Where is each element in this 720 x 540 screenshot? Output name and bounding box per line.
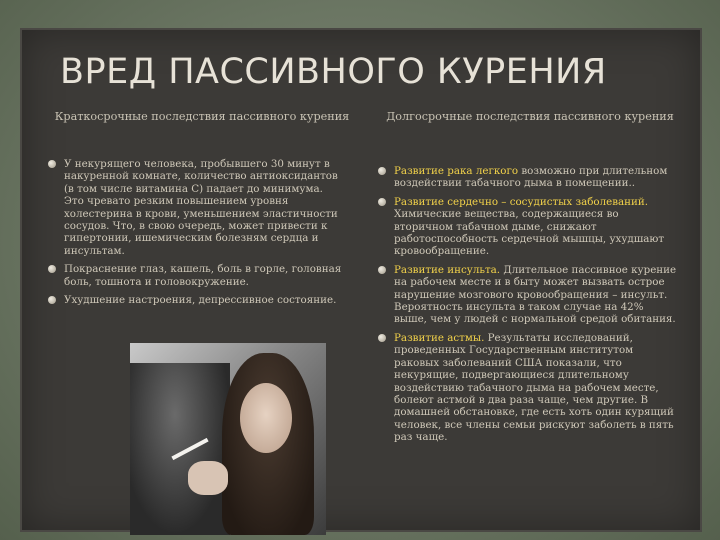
list-item-highlight: Развитие инсульта. (394, 263, 501, 276)
bullet-icon (378, 266, 386, 274)
smoking-woman-photo (130, 343, 326, 535)
list-item (378, 332, 678, 444)
photo-woman-face (240, 383, 292, 453)
list-item-highlight: Развитие сердечно – сосудистых заболеваний. (394, 195, 649, 208)
list-item-text: У некурящего человека, пробывшего 30 минут в накуренной комнате, количество антиоксидантов (в том числе витамина С) падает до минимума. Это чревато резким повышением уровня холестерина в крови, уменьшением эластичности сосудов. Что, в свою очередь, может привести к гипертонии, ишемическим болезням сердца и инсультам. (64, 158, 338, 257)
list-item (48, 263, 344, 288)
bullet-icon (48, 160, 56, 168)
bullet-icon (48, 296, 56, 304)
list-item-highlight: Развитие рака легкого (394, 165, 519, 177)
photo-hand (188, 461, 228, 495)
list-item (48, 158, 344, 257)
bullet-icon (48, 265, 56, 273)
list-item-text: Покраснение глаз, кашель, боль в горле, головная боль, тошнота и головокружение. (64, 263, 342, 288)
list-item-text: Результаты исследований, проведенных Государственным институтом раковых заболеваний США показали, что некурящие, подвергающиеся длительному воздействию табачного дыма на рабочем месте, болеют астмой в два раза чаще, чем другие. В домашней обстановке, где есть хоть один курящий человек, все члены семьи рискуют заболеть в пять раз чаще. (394, 331, 674, 444)
list-item-highlight: Развитие астмы. (394, 331, 485, 344)
list-item (378, 196, 678, 258)
short-term-list (48, 158, 344, 312)
list-item-text: Ухудшение настроения, депрессивное состояние. (64, 294, 337, 307)
long-term-list (378, 165, 678, 450)
photo-background-figure (130, 363, 230, 535)
list-item (378, 165, 678, 190)
bullet-icon (378, 167, 386, 175)
long-term-heading: Долгосрочные последствия пассивного курения (386, 110, 674, 123)
slide-title: ВРЕД ПАССИВНОГО КУРЕНИЯ (60, 52, 607, 92)
bullet-icon (378, 198, 386, 206)
bullet-icon (378, 334, 386, 342)
list-item-text: Длительное пассивное курение на рабочем месте и в быту может вызвать острое нарушение мозгового кровообращения – инсульт. Вероятность инсульта в таком случае на 42% выше, чем у людей с нормальной средой обитания. (394, 263, 677, 326)
list-item-text: возможно при длительном воздействии табачного дыма в помещении.. (394, 165, 668, 190)
short-term-heading: Краткосрочные последствия пассивного курения (54, 110, 350, 123)
list-item (48, 294, 344, 306)
list-item-text: Химические вещества, содержащиеся во вторичном табачном дыме, снижают работоспособность сердечной мышцы, ухудшают кровообращение. (394, 208, 665, 258)
list-item (378, 264, 678, 326)
